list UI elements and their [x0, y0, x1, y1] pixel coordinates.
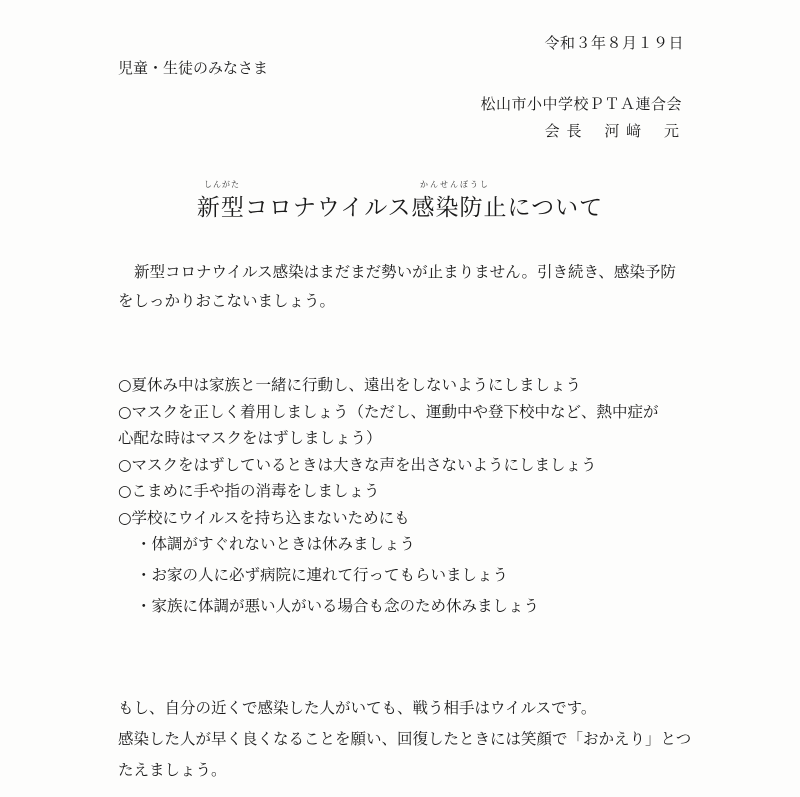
- chair-name: 河 﨑 元: [604, 122, 680, 140]
- rule-item-continuation: 心配な時はマスクをはずしましょう）: [118, 429, 382, 447]
- chair-title: 会 長: [544, 122, 583, 140]
- intro-line: をしっかりおこないましょう。: [118, 292, 336, 310]
- rule-item: ○学校にウイルスを持ち込まないためにも: [118, 508, 410, 527]
- intro-line: 新型コロナウイルス感染はまだまだ勢いが止まりません。引き続き、感染予防: [134, 263, 676, 281]
- rule-item: ○こまめに手や指の消毒をしましょう: [118, 482, 380, 500]
- rule-item: ○マスクを正しく着用しましょう（ただし、運動中や登下校中など、熱中症が: [118, 402, 659, 421]
- page-title: 新型コロナウイルス感染防止について: [196, 195, 604, 221]
- intro-paragraph: [118, 261, 698, 319]
- prevention-rules-list: [118, 374, 718, 626]
- chair-line: [545, 121, 680, 141]
- closing-line: もし、自分の近くで感染した人がいても、戦う相手はウイルスです。: [118, 699, 597, 717]
- date-line: 令和３年８月１９日: [544, 34, 684, 52]
- title-ruby-shingata: しんがた: [204, 180, 240, 189]
- rule-item: ○マスクをはずしているときは大きな声を出さないようにしましょう: [118, 455, 597, 474]
- recipient-line: 児童・生徒のみなさま: [118, 59, 269, 77]
- organization-name: 松山市小中学校ＰＴＡ連合会: [480, 95, 682, 113]
- title-ruby-kansenboushi: かんせんぼうし: [420, 180, 490, 189]
- rule-subitem: ・家族に体調が悪い人がいる場合も念のため休みましょう: [136, 597, 540, 615]
- closing-line: たえましょう。: [118, 761, 227, 779]
- closing-paragraph: [118, 697, 708, 790]
- closing-line: 感染した人が早く良くなることを願い、回復したときには笑顔で「おかえり」とつ: [118, 730, 692, 748]
- rule-subitem: ・お家の人に必ず病院に連れて行ってもらいましょう: [136, 566, 509, 584]
- rule-item: ○夏休み中は家族と一緒に行動し、遠出をしないようにしましょう: [118, 376, 582, 394]
- rule-subitem: ・体調がすぐれないときは休みましょう: [136, 535, 416, 553]
